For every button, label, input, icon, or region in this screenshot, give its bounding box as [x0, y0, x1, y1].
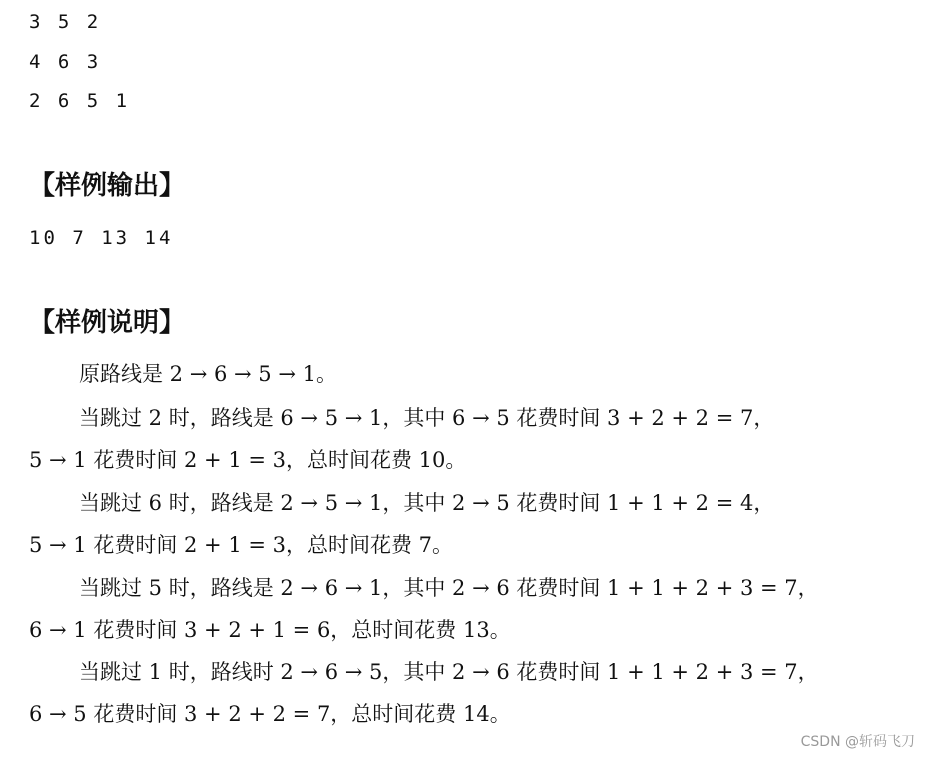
sample-input-line-3: 2 6 5 1	[29, 90, 131, 112]
explanation-line-3: 5 → 1 花费时间 2 + 1 = 3，总时间花费 10。	[29, 448, 467, 472]
sample-input-line-2: 4 6 3	[29, 51, 102, 73]
sample-explanation-heading: 【样例说明】	[29, 308, 186, 338]
explanation-line-2: 当跳过 2 时，路线是 6 → 5 → 1，其中 6 → 5 花费时间 3 + 2 + 2 = 7，	[79, 406, 775, 430]
csdn-watermark: CSDN @斩码飞刀	[800, 734, 915, 750]
sample-output-heading: 【样例输出】	[29, 171, 186, 201]
sample-output-line: 10 7 13 14	[29, 227, 174, 249]
explanation-line-7: 6 → 1 花费时间 3 + 2 + 1 = 6，总时间花费 13。	[29, 618, 511, 642]
explanation-line-5: 5 → 1 花费时间 2 + 1 = 3，总时间花费 7。	[29, 533, 454, 557]
explanation-line-9: 6 → 5 花费时间 3 + 2 + 2 = 7，总时间花费 14。	[29, 702, 511, 726]
explanation-line-6: 当跳过 5 时，路线是 2 → 6 → 1，其中 2 → 6 花费时间 1 + 1 + 2 + 3 = 7，	[79, 576, 819, 600]
explanation-line-4: 当跳过 6 时，路线是 2 → 5 → 1，其中 2 → 5 花费时间 1 + 1 + 2 = 4，	[79, 491, 775, 515]
explanation-line-8: 当跳过 1 时，路线时 2 → 6 → 5，其中 2 → 6 花费时间 1 + 1 + 2 + 3 = 7，	[79, 660, 819, 684]
sample-input-line-1: 3 5 2	[29, 11, 102, 33]
explanation-line-1: 原路线是 2 → 6 → 5 → 1。	[79, 362, 337, 386]
